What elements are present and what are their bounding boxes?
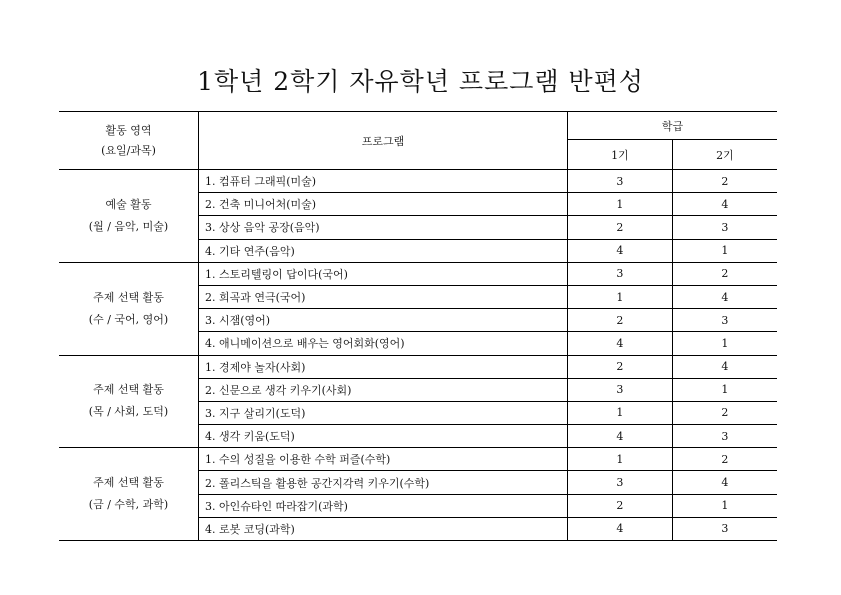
program-name-cell: 1. 수의 성질을 이용한 수학 퍼즐(수학) xyxy=(199,448,568,471)
program-name-cell: 1. 경제야 놀자(사회) xyxy=(199,355,568,378)
program-name-cell: 2. 신문으로 생각 키우기(사회) xyxy=(199,378,568,401)
program-name-cell: 4. 로봇 코딩(과학) xyxy=(199,517,568,540)
class-assignment-table xyxy=(59,111,777,541)
term-1-class-cell: 2 xyxy=(568,309,673,332)
term-2-class-cell: 1 xyxy=(672,239,777,262)
header-term-1: 1기 xyxy=(568,140,673,170)
activity-area-name: 주제 선택 활동 xyxy=(93,290,164,304)
header-grade: 학급 xyxy=(568,112,778,140)
program-name-cell: 2. 건축 미니어처(미술) xyxy=(199,193,568,216)
term-1-class-cell: 1 xyxy=(568,448,673,471)
term-2-class-cell: 4 xyxy=(672,193,777,216)
program-name-cell: 3. 시잼(영어) xyxy=(199,309,568,332)
page-title: 1학년 2학기 자유학년 프로그램 반편성 xyxy=(197,67,644,96)
term-2-class-cell: 2 xyxy=(672,262,777,285)
header-area-line2: (요일/과목) xyxy=(101,143,156,157)
header-term-2: 2기 xyxy=(672,140,777,170)
activity-area-name: 예술 활동 xyxy=(105,197,152,211)
header-program: 프로그램 xyxy=(199,112,568,170)
term-2-class-cell: 3 xyxy=(672,216,777,239)
term-2-class-cell: 3 xyxy=(672,517,777,540)
term-1-class-cell: 3 xyxy=(568,262,673,285)
term-2-class-cell: 1 xyxy=(672,332,777,355)
activity-area-name: 주제 선택 활동 xyxy=(93,476,164,490)
table-row xyxy=(59,355,777,378)
term-2-class-cell: 4 xyxy=(672,285,777,308)
term-1-class-cell: 1 xyxy=(568,285,673,308)
activity-area-cell xyxy=(59,262,199,355)
activity-area-cell xyxy=(59,448,199,541)
term-1-class-cell: 2 xyxy=(568,355,673,378)
program-name-cell: 4. 기타 연주(음악) xyxy=(199,239,568,262)
program-name-cell: 3. 아인슈타인 따라잡기(과학) xyxy=(199,494,568,517)
term-2-class-cell: 4 xyxy=(672,471,777,494)
term-1-class-cell: 4 xyxy=(568,332,673,355)
term-1-class-cell: 3 xyxy=(568,170,673,193)
activity-area-cell xyxy=(59,170,199,263)
program-name-cell: 4. 애니메이션으로 배우는 영어회화(영어) xyxy=(199,332,568,355)
activity-area-days: (월 / 음악, 미술) xyxy=(88,219,169,233)
term-1-class-cell: 3 xyxy=(568,378,673,401)
header-activity-area xyxy=(59,112,199,170)
term-1-class-cell: 2 xyxy=(568,494,673,517)
table-row xyxy=(59,262,777,285)
table-row xyxy=(59,448,777,471)
term-2-class-cell: 1 xyxy=(672,494,777,517)
term-1-class-cell: 1 xyxy=(568,193,673,216)
program-name-cell: 1. 컴퓨터 그래픽(미술) xyxy=(199,170,568,193)
term-1-class-cell: 2 xyxy=(568,216,673,239)
term-2-class-cell: 2 xyxy=(672,401,777,424)
program-name-cell: 3. 지구 살리기(도덕) xyxy=(199,401,568,424)
term-1-class-cell: 4 xyxy=(568,517,673,540)
term-1-class-cell: 4 xyxy=(568,425,673,448)
program-name-cell: 4. 생각 키움(도덕) xyxy=(199,425,568,448)
activity-area-days: (목 / 사회, 도덕) xyxy=(88,405,169,419)
header-area-line1: 활동 영역 xyxy=(105,123,152,137)
activity-area-cell xyxy=(59,355,199,448)
program-name-cell: 3. 상상 음악 공장(음악) xyxy=(199,216,568,239)
activity-area-days: (금 / 수학, 과학) xyxy=(88,498,169,512)
term-2-class-cell: 3 xyxy=(672,425,777,448)
term-2-class-cell: 1 xyxy=(672,378,777,401)
activity-area-days: (수 / 국어, 영어) xyxy=(88,312,169,326)
term-1-class-cell: 1 xyxy=(568,401,673,424)
term-2-class-cell: 4 xyxy=(672,355,777,378)
activity-area-name: 주제 선택 활동 xyxy=(93,383,164,397)
term-1-class-cell: 3 xyxy=(568,471,673,494)
term-2-class-cell: 2 xyxy=(672,448,777,471)
term-1-class-cell: 4 xyxy=(568,239,673,262)
term-2-class-cell: 2 xyxy=(672,170,777,193)
table-row xyxy=(59,170,777,193)
program-name-cell: 2. 폴리스틱을 활용한 공간지각력 키우기(수학) xyxy=(199,471,568,494)
program-name-cell: 1. 스토리텔링이 답이다(국어) xyxy=(199,262,568,285)
term-2-class-cell: 3 xyxy=(672,309,777,332)
program-name-cell: 2. 희곡과 연극(국어) xyxy=(199,285,568,308)
